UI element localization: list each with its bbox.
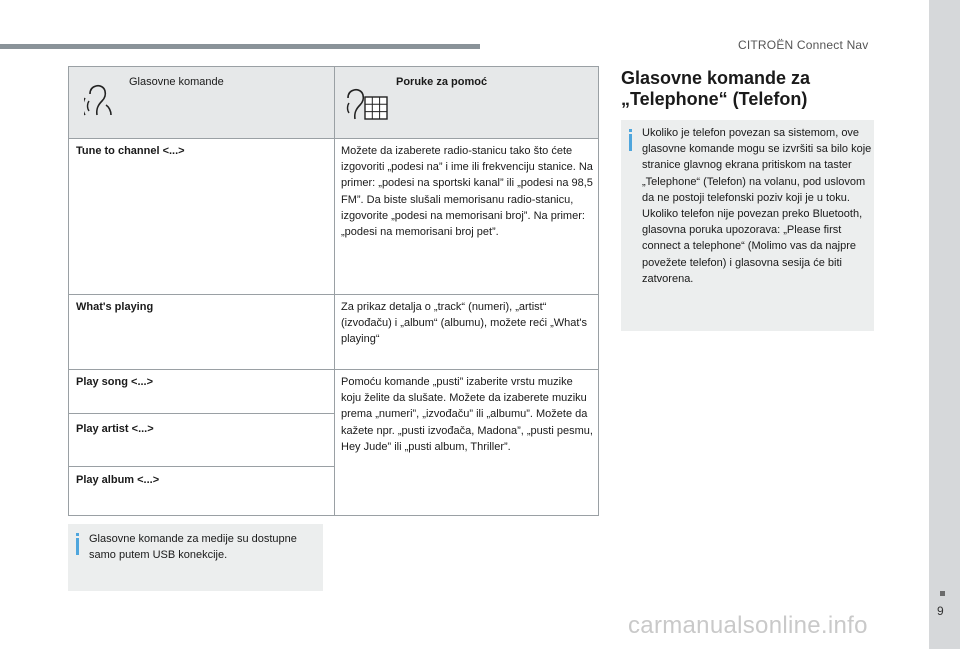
section-title-line2: „Telephone“ (Telefon) [621,89,808,109]
command-play-artist: Play artist <...> [76,423,154,435]
info-icon [76,538,79,555]
voice-command-icon [84,83,116,117]
help-whats-playing: Za prikaz detalja o „track“ (numeri), „artist“ (izvođaču) i „album“ (albumu), možete reći „What's playing“ [341,301,588,346]
media-info-note [68,524,323,591]
row-divider [69,413,334,414]
command-whats-playing: What's playing [76,301,154,313]
telephone-info-text: Ukoliko je telefon povezan sa sistemom, ove glasovne komande mogu se izvršiti sa bilo koje stranice glavnog ekrana pritiskom na taster „Telephone“ (Telefon) na volanu, pod uslovom da ne postoji telefonski poziv koji je u toku. Ukoliko telefon nije povezan preko Bluetooth, glasovna poruka upozorava: „Please first connect a telephone“ (Molimo vas da najpre povežete telefon) i glasovna sesija će biti zatvorena. [642,127,872,285]
col2-header: Poruke za pomoć [396,76,488,88]
voice-help-icon [346,83,390,121]
section-title [621,68,810,110]
info-icon-dot [76,533,79,536]
voice-commands-table [68,66,599,516]
row-divider [69,466,334,467]
info-icon-dot [629,129,632,132]
row-divider [69,294,598,295]
page-number: 9 [937,604,944,618]
section-title-line1: Glasovne komande za [621,68,811,88]
command-play-album: Play album <...> [76,474,160,486]
telephone-info-note [621,120,874,331]
media-info-text: Glasovne komande za medije su dostupne samo putem USB konekcije. [89,533,297,562]
help-tune-to-channel: Možete da izaberete radio-stanicu tako što ćete izgovoriti „podesi na” i ime ili frekvenciju stanice. Na primer: „podesi na sportski kanal” ili „podesi na 98,5 FM”. Da biste slušali memorisanu radio-stanicu, izgovorite „podesi na memorisani broj”. Na primer: „podesi na memorisani broj pet”. [341,145,593,239]
watermark: carmanualsonline.info [628,612,868,639]
help-play-commands: Pomoću komande „pusti” izaberite vrstu muzike koju želite da slušate. Možete da izaberete muziku prema „numeri”, „izvođaču” ili „albumu”. Možete da kažete npr. „pusti izvođača, Madona”, „pusti pesmu, Hey Jude” ili „pusti album, Thriller”. [341,376,593,453]
brand-label: CITROËN Connect Nav [738,38,869,52]
col1-header: Glasovne komande [129,76,224,88]
row-divider [69,369,598,370]
top-rule [0,44,480,49]
info-icon [629,134,632,151]
command-tune-to-channel: Tune to channel <...> [76,145,185,157]
page-marker [940,591,945,596]
column-divider [334,67,335,515]
command-play-song: Play song <...> [76,376,154,388]
side-strip [929,0,960,649]
